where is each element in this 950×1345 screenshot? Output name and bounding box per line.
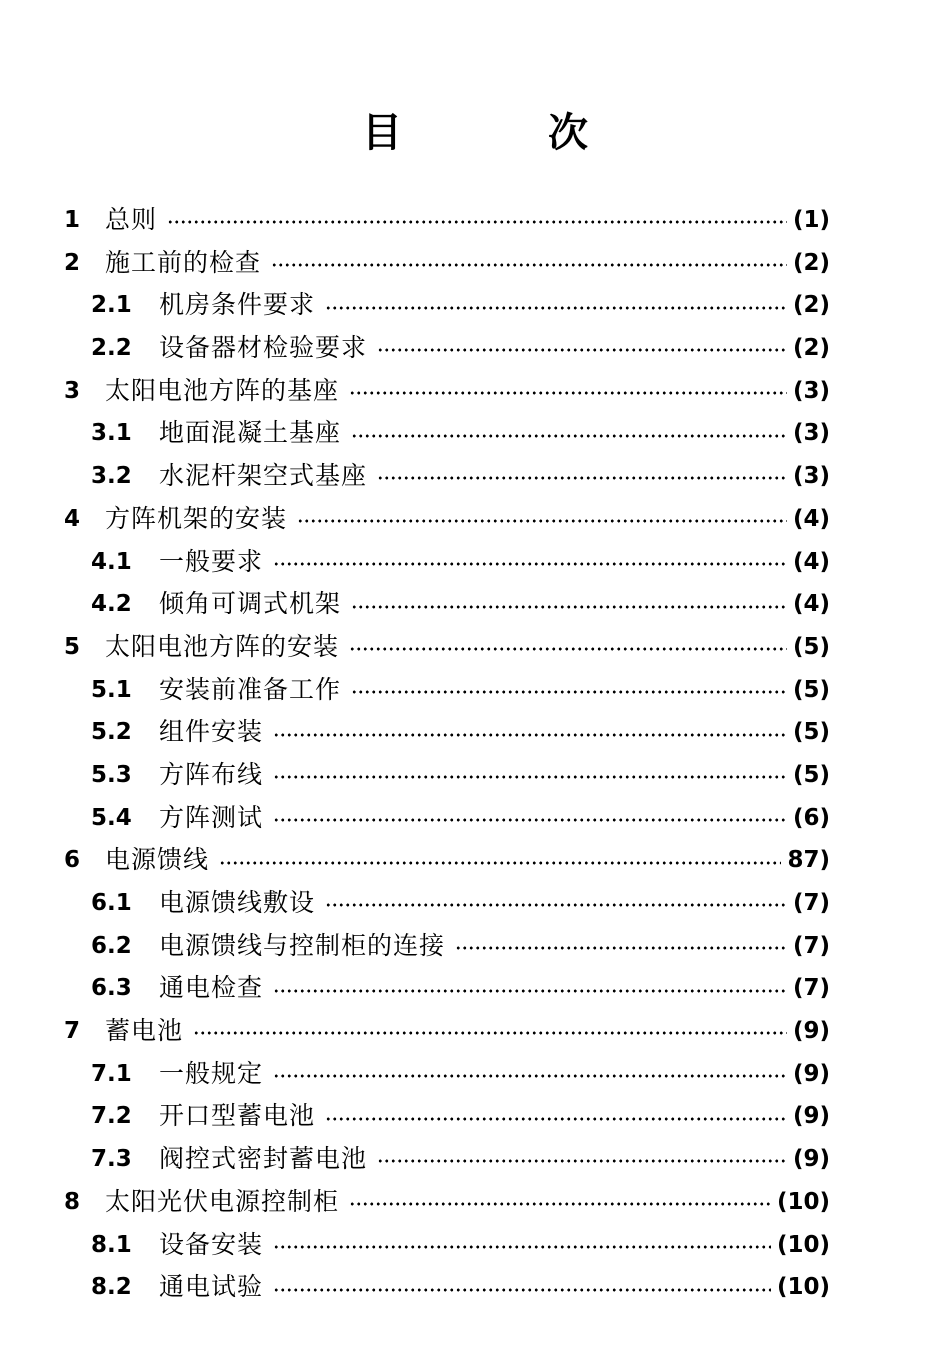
dot-leader <box>193 1031 787 1035</box>
toc-entry-number: 4.1 <box>91 548 132 575</box>
toc-entry-title: 一般规定 <box>159 1058 264 1088</box>
toc-entry-number: 8 <box>64 1188 81 1215</box>
toc-section-entry[interactable] <box>64 327 830 370</box>
toc-chapter-entry[interactable] <box>64 370 830 413</box>
toc-entry-title: 电源馈线 <box>105 845 210 875</box>
dot-leader <box>219 861 781 865</box>
toc-section-entry[interactable] <box>64 669 830 712</box>
dot-leader <box>273 989 787 993</box>
toc-entry-page-number: (3) <box>792 377 830 404</box>
toc-entry-page-number: (7) <box>792 890 830 916</box>
toc-entry-title: 阀控式密封蓄电池 <box>159 1144 368 1174</box>
toc-entry-page-number: (3) <box>792 420 830 447</box>
toc-entry-page-number: (9) <box>792 1146 830 1173</box>
dot-leader <box>273 1245 771 1249</box>
dot-leader <box>167 220 787 224</box>
dot-leader <box>273 562 787 566</box>
toc-entry-page-number: (9) <box>792 1103 830 1130</box>
dot-leader <box>455 946 787 950</box>
toc-entry-page-number: (5) <box>792 633 830 660</box>
toc-entry-number: 7.2 <box>91 1103 132 1130</box>
toc-entry-title: 机房条件要求 <box>159 290 316 320</box>
toc-chapter-entry[interactable] <box>64 242 830 285</box>
toc-entry-page-number: (2) <box>792 249 830 276</box>
toc-entry-number: 3 <box>64 377 81 404</box>
toc-entry-title: 设备安装 <box>159 1229 264 1259</box>
toc-entry-page-number: (2) <box>792 292 830 319</box>
toc-entry-title: 蓄电池 <box>105 1016 184 1046</box>
dot-leader <box>349 647 787 651</box>
toc-entry-page-number: 87) <box>787 847 830 874</box>
toc-entry-page-number: (6) <box>792 804 830 831</box>
toc-entry-title: 通电试验 <box>159 1272 264 1302</box>
toc-entry-title: 开口型蓄电池 <box>159 1101 316 1131</box>
toc-entry-title: 通电检查 <box>159 973 264 1003</box>
toc-entry-number: 6.3 <box>91 975 132 1002</box>
toc-entry-page-number: (7) <box>792 975 830 1002</box>
dot-leader <box>377 476 787 480</box>
toc-entry-page-number: (7) <box>792 932 830 959</box>
dot-leader <box>349 391 787 395</box>
dot-leader <box>273 1074 787 1078</box>
toc-entry-number: 2 <box>64 249 81 276</box>
toc-section-entry[interactable] <box>64 284 830 327</box>
toc-chapter-entry[interactable] <box>64 498 830 541</box>
toc-chapter-entry[interactable] <box>64 1010 830 1053</box>
toc-section-entry[interactable] <box>64 925 830 968</box>
dot-leader <box>377 348 787 352</box>
toc-entry-number: 5.2 <box>91 719 132 746</box>
toc-entry-page-number: (10) <box>776 1188 830 1215</box>
toc-entry-number: 6.2 <box>91 932 132 959</box>
toc-chapter-entry[interactable] <box>64 1181 830 1224</box>
toc-entry-page-number: (2) <box>792 335 830 362</box>
toc-entry-number: 6.1 <box>91 890 132 916</box>
toc-entry-title: 电源馈线与控制柜的连接 <box>159 930 446 960</box>
toc-entry-page-number: (1) <box>792 207 830 233</box>
toc-entry-number: 4 <box>64 505 81 532</box>
toc-entry-page-number: (4) <box>792 505 830 532</box>
toc-entry-title: 太阳电池方阵的安装 <box>105 631 340 661</box>
toc-entry-page-number: (3) <box>792 463 830 490</box>
toc-entry-title: 方阵测试 <box>159 802 264 832</box>
toc-chapter-entry[interactable] <box>64 199 830 242</box>
toc-entry-number: 8.1 <box>91 1231 132 1258</box>
toc-entry-title: 组件安装 <box>159 717 264 747</box>
toc-entry-title: 水泥杆架空式基座 <box>159 461 368 491</box>
toc-entry-page-number: (4) <box>792 548 830 575</box>
toc-section-entry[interactable] <box>64 1138 830 1181</box>
dot-leader <box>271 263 787 267</box>
toc-entry-number: 2.2 <box>91 335 132 362</box>
toc-entry-number: 1 <box>64 207 81 233</box>
dot-leader <box>273 775 787 779</box>
toc-chapter-entry[interactable] <box>64 839 830 882</box>
toc-entry-title: 方阵布线 <box>159 759 264 789</box>
toc-entry-title: 总则 <box>105 205 158 234</box>
toc-section-entry[interactable] <box>64 541 830 584</box>
toc-entry-number: 7.3 <box>91 1146 132 1173</box>
toc-entry-number: 3.2 <box>91 463 132 490</box>
toc-entry-page-number: (9) <box>792 1060 830 1087</box>
dot-leader <box>351 690 787 694</box>
dot-leader <box>273 818 787 822</box>
toc-entry-number: 6 <box>64 847 81 874</box>
toc-section-entry[interactable] <box>64 455 830 498</box>
toc-section-entry[interactable] <box>64 882 830 925</box>
toc-entry-page-number: (5) <box>792 761 830 788</box>
toc-section-entry[interactable] <box>64 797 830 840</box>
toc-section-entry[interactable] <box>64 1053 830 1096</box>
toc-section-entry[interactable] <box>64 583 830 626</box>
dot-leader <box>325 1117 787 1121</box>
dot-leader <box>349 1202 771 1206</box>
toc-entry-title: 电源馈线敷设 <box>159 888 316 917</box>
toc-entry-page-number: (5) <box>792 719 830 746</box>
toc-entry-number: 2.1 <box>91 292 132 319</box>
toc-entry-number: 7.1 <box>91 1060 132 1087</box>
dot-leader <box>325 903 787 907</box>
toc-entry-number: 5.4 <box>91 804 132 831</box>
dot-leader <box>297 519 787 523</box>
page-title: 目 次 <box>362 110 654 156</box>
toc-section-entry[interactable] <box>64 1266 830 1309</box>
toc-section-entry[interactable] <box>64 412 830 455</box>
toc-section-entry[interactable] <box>64 754 830 797</box>
toc-entry-title: 方阵机架的安装 <box>105 503 288 533</box>
toc-entry-number: 5.3 <box>91 761 132 788</box>
dot-leader <box>273 1288 771 1292</box>
toc-entry-number: 5.1 <box>91 676 132 703</box>
dot-leader <box>273 733 787 737</box>
toc-entry-title: 设备器材检验要求 <box>159 333 368 363</box>
dot-leader <box>351 434 787 438</box>
dot-leader <box>325 306 787 310</box>
toc-entry-title: 倾角可调式机架 <box>159 589 342 619</box>
toc-entry-number: 5 <box>64 633 81 660</box>
toc-entry-number: 4.2 <box>91 591 132 618</box>
toc-section-entry[interactable] <box>64 711 830 754</box>
toc-section-entry[interactable] <box>64 1224 830 1267</box>
toc-entry-page-number: (10) <box>776 1231 830 1258</box>
toc-section-entry[interactable] <box>64 1095 830 1138</box>
dot-leader <box>377 1159 787 1163</box>
toc-entry-page-number: (5) <box>792 676 830 703</box>
toc-entry-page-number: (4) <box>792 591 830 618</box>
toc-entry-title: 一般要求 <box>159 546 264 576</box>
toc-entry-page-number: (9) <box>792 1018 830 1045</box>
toc-entry-title: 地面混凝土基座 <box>159 418 342 448</box>
toc-section-entry[interactable] <box>64 967 830 1010</box>
toc-entry-number: 3.1 <box>91 420 132 447</box>
toc-entry-page-number: (10) <box>776 1274 830 1301</box>
dot-leader <box>351 605 787 609</box>
toc-entry-title: 施工前的检查 <box>105 247 262 277</box>
toc-entry-number: 7 <box>64 1018 81 1045</box>
toc-entry-title: 安装前准备工作 <box>159 674 342 704</box>
toc-entry-number: 8.2 <box>91 1274 132 1301</box>
toc-chapter-entry[interactable] <box>64 626 830 669</box>
toc-entry-title: 太阳电池方阵的基座 <box>105 375 340 405</box>
table-of-contents <box>64 199 830 1309</box>
toc-entry-title: 太阳光伏电源控制柜 <box>105 1186 340 1216</box>
